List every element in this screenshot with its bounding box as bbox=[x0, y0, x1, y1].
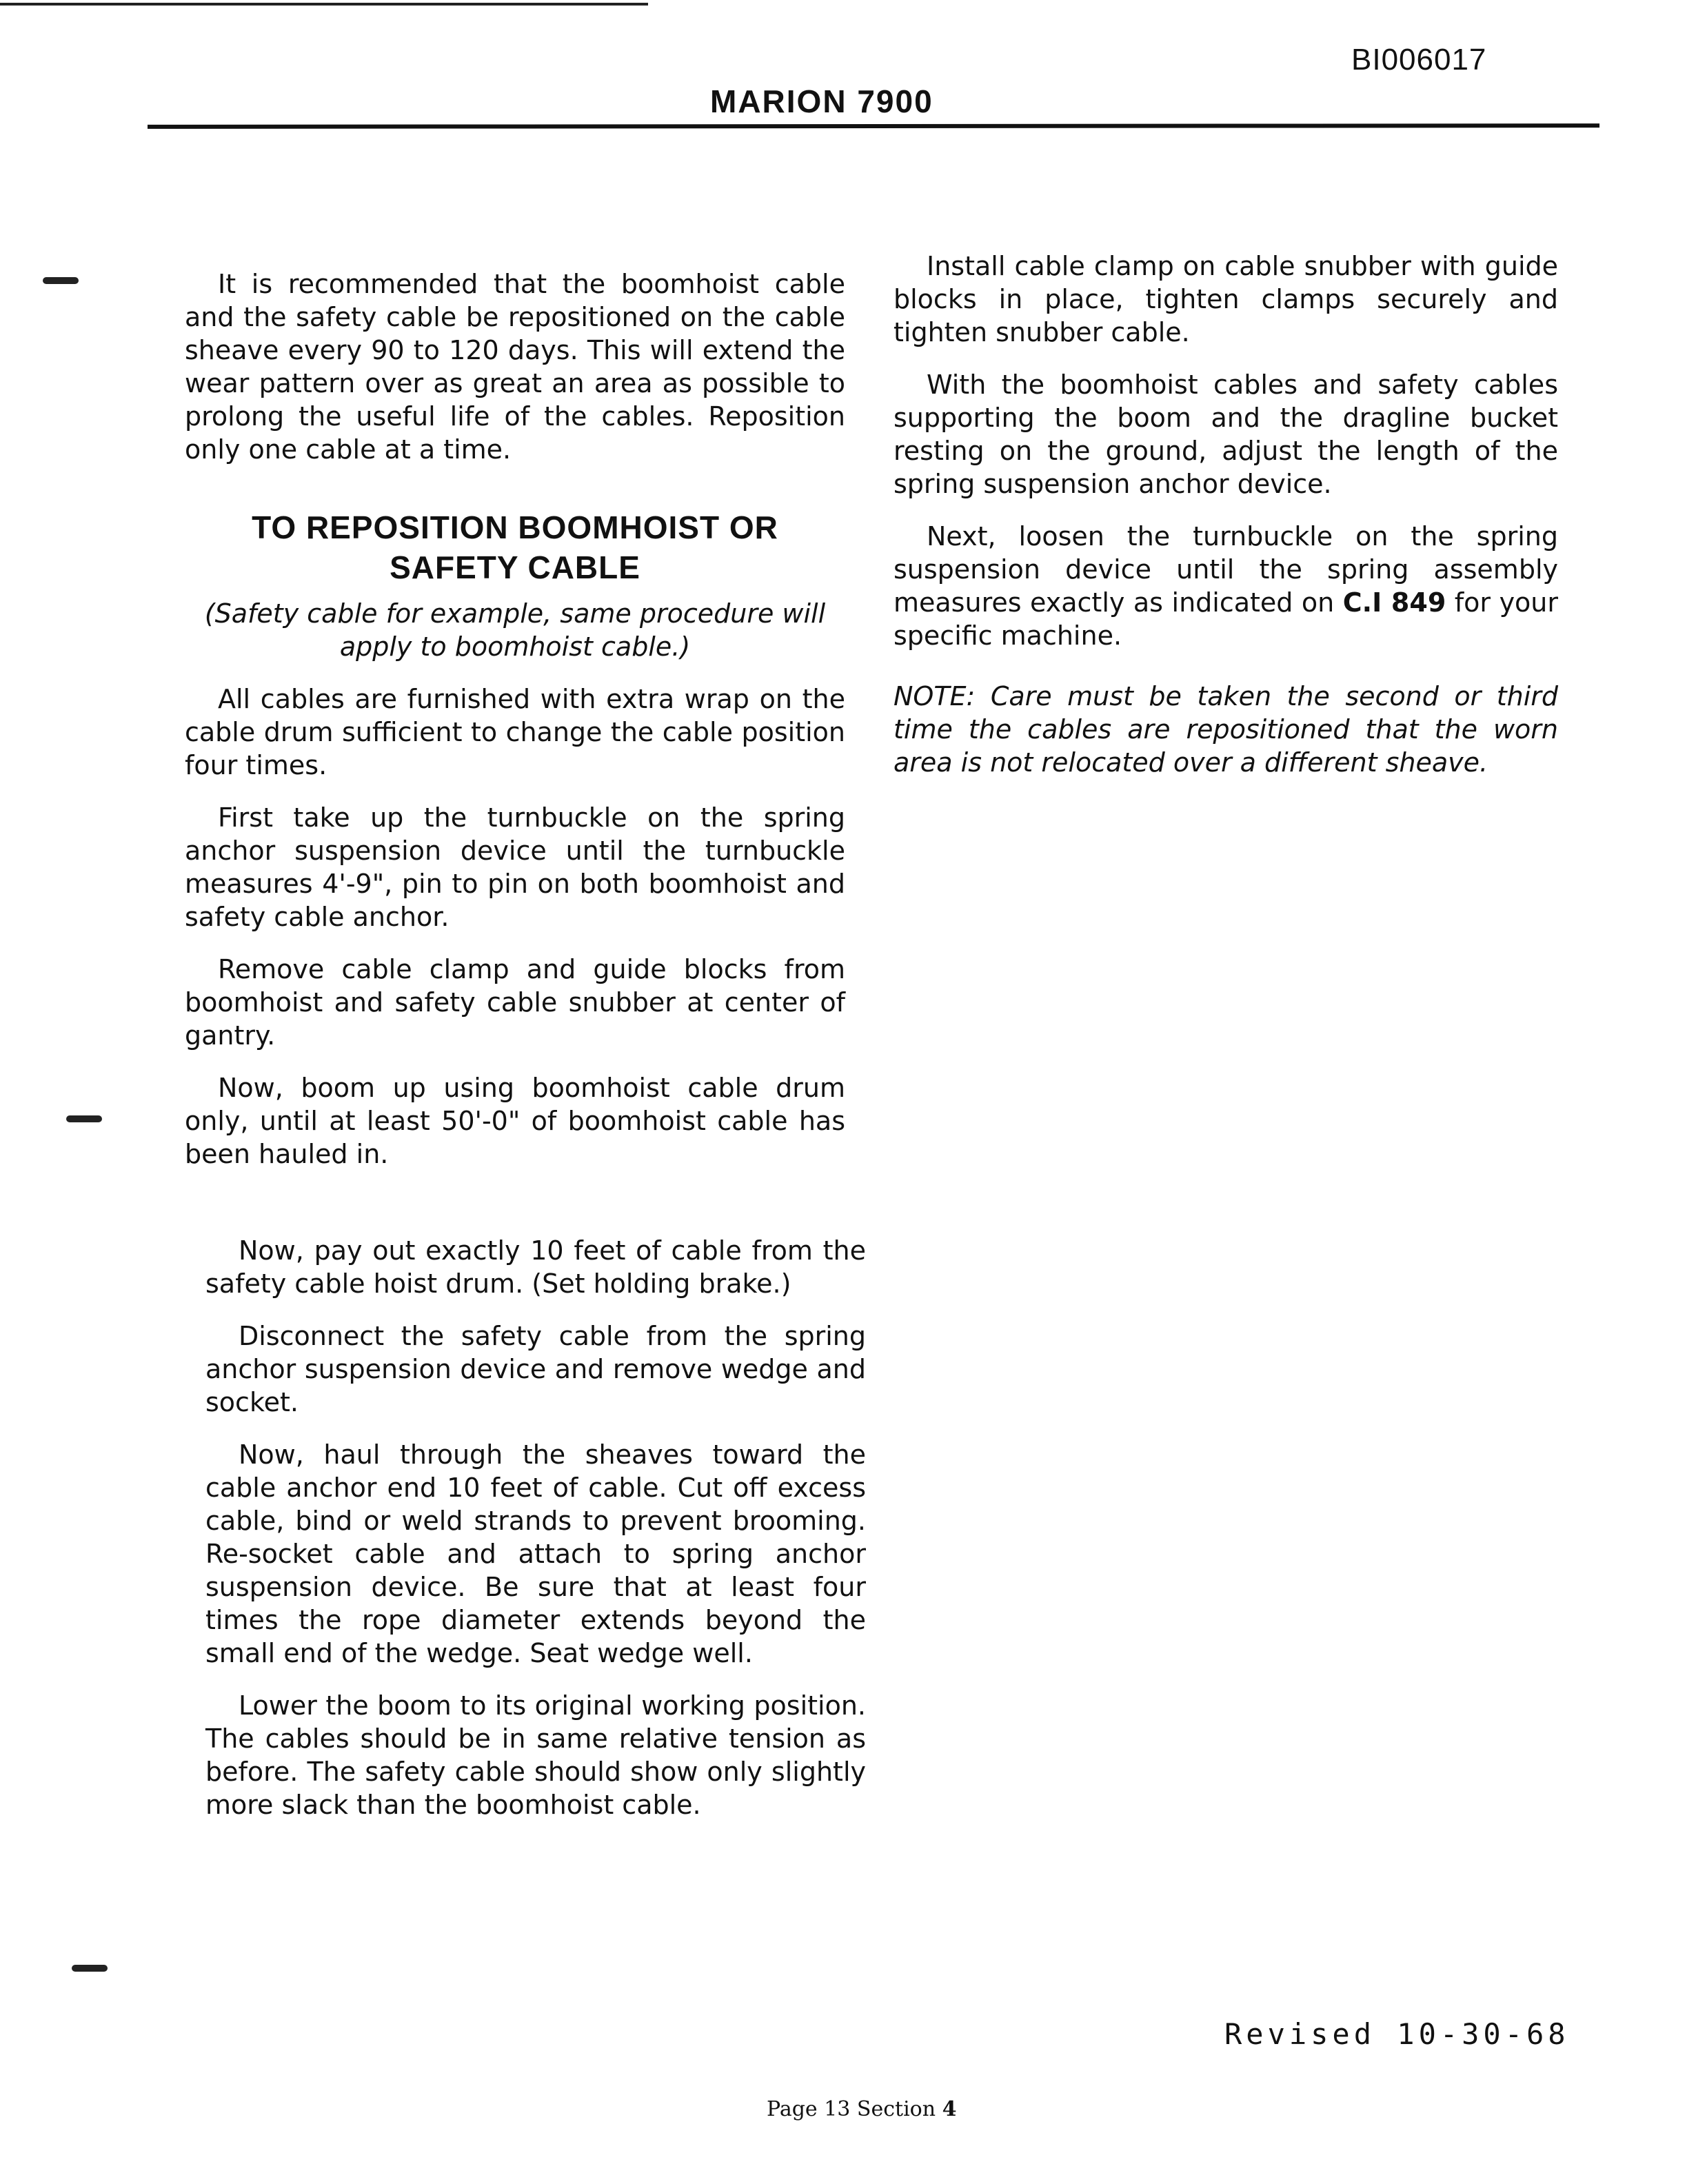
margin-mark bbox=[72, 1965, 108, 1972]
paragraph-disconnect: Disconnect the safety cable from the spring anchor suspension device and remove wedge and socket. bbox=[205, 1321, 866, 1417]
header-rule bbox=[148, 123, 1599, 129]
paragraph-install-clamp: Install cable clamp on cable snubber with guide blocks in place, tighten clamps securely and tighten snubber cable. bbox=[894, 251, 1558, 347]
paragraph-haul-through: Now, haul through the sheaves toward the cable anchor end 10 feet of cable. Cut off excess cable, bind or weld strands to prevent brooming. Re-socket cable and attach to spring anchor suspension device. Be sure that at least four times the rope diameter extends beyond the small end of the wedge. Seat wedge well. bbox=[205, 1439, 866, 1668]
margin-mark bbox=[43, 277, 79, 284]
page-label: Page 13 Section bbox=[767, 2097, 936, 2121]
loosen-text: Next, loosen the turnbuckle on the spring suspension device until the spring assembly measures exactly as indicated on bbox=[894, 521, 1558, 618]
section-number: 4 bbox=[942, 2097, 957, 2121]
paragraph-adjust-length: With the boomhoist cables and safety cables supporting the boom and the dragline bucket resting on the ground, adjust the length of the spring suspension anchor device. bbox=[894, 370, 1558, 499]
margin-mark bbox=[66, 1115, 102, 1122]
top-edge-line bbox=[0, 3, 648, 6]
section-subheading: (Safety cable for example, same procedure will apply to boomhoist cable.) bbox=[204, 598, 826, 662]
left-column bbox=[185, 267, 845, 1190]
paragraph-boom-up: Now, boom up using boomhoist cable drum only, until at least 50'-0" of boomhoist cable has been hauled in. bbox=[185, 1073, 845, 1169]
document-id: BI006017 bbox=[1351, 43, 1487, 77]
section-heading: TO REPOSITION BOOMHOIST OR SAFETY CABLE bbox=[252, 509, 778, 585]
loosen-text-end: for your specific machine. bbox=[894, 587, 1559, 651]
paragraph-pay-out: Now, pay out exactly 10 feet of cable from the safety cable hoist drum. (Set holding brake.) bbox=[205, 1235, 866, 1299]
intro-paragraph: It is recommended that the boomhoist cable and the safety cable be repositioned on the cable sheave every 90 to 120 days. This will extend the wear pattern over as great an area as possible to prolong the useful life of the cables. Reposition only one cable at a time. bbox=[185, 269, 845, 465]
note-paragraph: NOTE: Care must be taken the second or third time the cables are repositioned that the worn area is not relocated over a different sheave. bbox=[894, 681, 1558, 778]
paragraph-remove-clamp: Remove cable clamp and guide blocks from boomhoist and safety cable snubber at center of gantry. bbox=[185, 954, 845, 1051]
page-title: MARION 7900 bbox=[710, 83, 933, 119]
revised-date: Revised 10-30-68 bbox=[1224, 2017, 1570, 2051]
paragraph-turnbuckle: First take up the turnbuckle on the spring anchor suspension device until the turnbuckle measures 4'-9", pin to pin on both boomhoist and safety cable anchor. bbox=[185, 802, 845, 932]
paragraph-loosen-turnbuckle bbox=[894, 520, 1558, 652]
reference-ci: C.I 849 bbox=[1342, 587, 1446, 618]
lower-left-column bbox=[205, 1234, 866, 1841]
page-footer bbox=[767, 2097, 957, 2121]
paragraph-cable-wrap: All cables are furnished with extra wrap on the cable drum sufficient to change the cable position four times. bbox=[185, 684, 845, 780]
right-column bbox=[894, 250, 1558, 798]
paragraph-lower-boom: Lower the boom to its original working position. The cables should be in same relative tension as before. The safety cable should show only slightly more slack than the boomhoist cable. bbox=[205, 1690, 866, 1820]
